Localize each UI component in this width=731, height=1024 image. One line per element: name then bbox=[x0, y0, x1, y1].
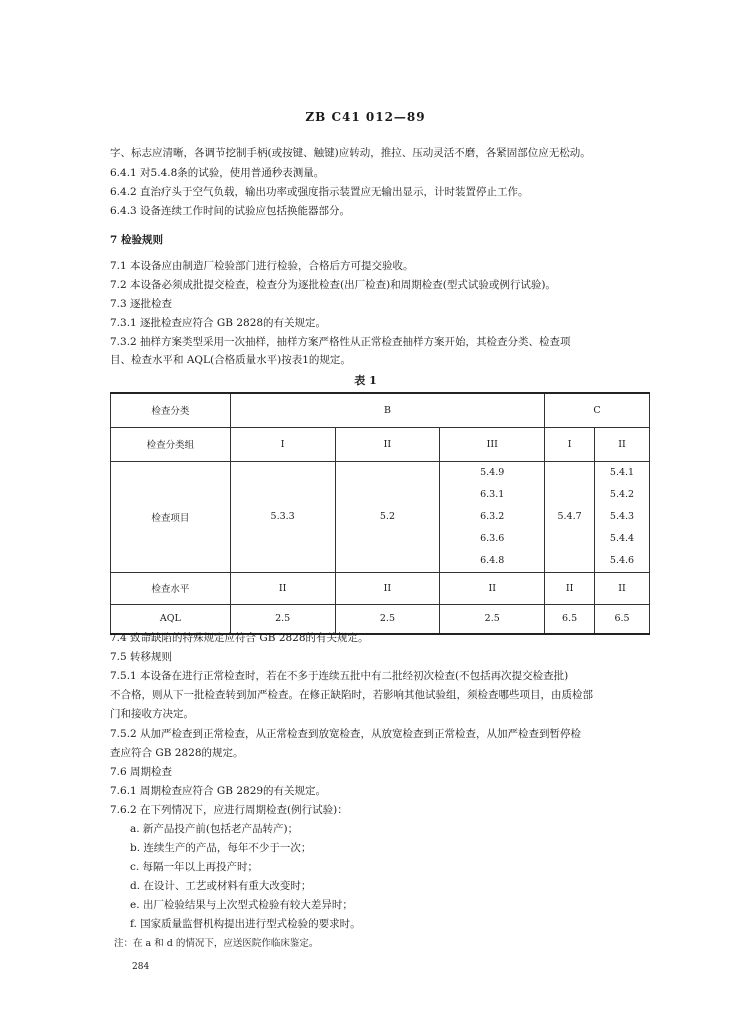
list-item-d: d. 在设计、工艺或材料有重大改变时； bbox=[130, 880, 312, 892]
paragraph-continuation: 字、标志应清晰，各调节挖制手柄(或按键、触键)应转动，推拉、压动灵活不磨，各紧固部位应无松动。 bbox=[110, 147, 591, 159]
item-value: 6.3.2 bbox=[480, 510, 505, 522]
table-row bbox=[111, 572, 650, 604]
level-cell: II bbox=[440, 572, 545, 604]
clause-7-3-2-cont: 目、检查水平和 AQL(合格质量水平)按表1的规定。 bbox=[110, 354, 351, 366]
aql-cell: 6.5 bbox=[545, 604, 595, 634]
item-value: 6.3.6 bbox=[480, 532, 505, 544]
clause-6-4-2: 6.4.2 直治疗头于空气负载，输出功率或强度指示装置应无输出显示，计时装置停止工作。 bbox=[110, 186, 529, 198]
clause-7-2: 7.2 本设备必须成批提交检查，检查分为逐批检查(出厂检查)和周期检查(型式试验或例行试验)。 bbox=[110, 279, 556, 291]
items-cell: 5.2 bbox=[335, 461, 440, 572]
item-value: 5.4.2 bbox=[609, 488, 635, 500]
item-value: 5.4.3 bbox=[609, 510, 635, 522]
items-cell: 5.4.7 bbox=[545, 461, 595, 572]
item-value: 6.3.1 bbox=[480, 488, 505, 500]
clause-7-5-2: 7.5.2 从加严检查到正常检查，从正常检查到放宽检查，从放宽检查到正常检查，从加严检查到暂停检 bbox=[110, 728, 582, 740]
clause-7-3: 7.3 逐批检查 bbox=[110, 298, 173, 310]
clause-7-5-1-cont: 不合格，则从下一批检查转到加严检查。在修正缺陷时，若影响其他试验组，须检查哪些项目，由质检部 bbox=[110, 689, 593, 701]
clause-7-3-2: 7.3.2 抽样方案类型采用一次抽样，抽样方案严格性从正常检查抽样方案开始，其检查分类、检查项 bbox=[110, 336, 571, 348]
table-row bbox=[111, 604, 650, 634]
aql-label: AQL bbox=[111, 604, 231, 634]
aql-cell: 2.5 bbox=[230, 604, 335, 634]
clause-7-6-1: 7.6.1 周期检查应符合 GB 2829的有关规定。 bbox=[110, 785, 327, 797]
list-item-a: a. 新产品投产前(包括老产品转产)； bbox=[130, 823, 299, 835]
clause-7-6-2: 7.6.2 在下列情况下，应进行周期检查(例行试验)： bbox=[110, 804, 348, 816]
level-cell: II bbox=[545, 572, 595, 604]
clause-7-5-1-cont2: 门和接收方决定。 bbox=[110, 708, 194, 720]
aql-cell: 6.5 bbox=[595, 604, 650, 634]
level-cell: II bbox=[595, 572, 650, 604]
clause-7-1: 7.1 本设备应由制造厂检验部门进行检验，合格后方可提交验收。 bbox=[110, 260, 414, 272]
clause-7-4: 7.4 致命缺陷的特殊规定应符合 GB 2828的有关规定。 bbox=[110, 632, 369, 644]
aql-cell: 2.5 bbox=[335, 604, 440, 634]
list-item-f: f. 国家质量监督机构提出进行型式检验的要求时。 bbox=[130, 918, 361, 930]
aql-cell: 2.5 bbox=[440, 604, 545, 634]
clause-7-6: 7.6 周期检查 bbox=[110, 766, 173, 778]
note: 注：在 a 和 d 的情况下，应送医院作临床鉴定。 bbox=[114, 938, 319, 949]
item-value: 5.4.1 bbox=[609, 466, 635, 478]
item-value: 5.4.4 bbox=[609, 532, 635, 544]
clause-7-5-1: 7.5.1 本设备在进行正常检查时，若在不多于连续五批中有二批经初次检查(不包括再次提交检查批) bbox=[110, 670, 569, 682]
group-cell: I bbox=[230, 427, 335, 461]
group-cell: I bbox=[545, 427, 595, 461]
clause-7-5-2-cont: 查应符合 GB 2828的规定。 bbox=[110, 747, 244, 759]
item-value: 5.4.6 bbox=[609, 554, 635, 566]
page-header: ZB C41 012—89 bbox=[305, 110, 426, 124]
group-label: 检查分类组 bbox=[111, 427, 231, 461]
clause-7-3-1: 7.3.1 逐批检查应符合 GB 2828的有关规定。 bbox=[110, 317, 327, 329]
item-value: 6.4.8 bbox=[480, 554, 505, 566]
items-cell-stack bbox=[595, 461, 650, 572]
inspection-table bbox=[110, 392, 650, 635]
page-number: 284 bbox=[132, 962, 150, 972]
table-row bbox=[111, 427, 650, 461]
table-title: 表 1 bbox=[354, 374, 377, 387]
items-cell: 5.3.3 bbox=[230, 461, 335, 572]
level-cell: II bbox=[335, 572, 440, 604]
clause-6-4-1: 6.4.1 对5.4.8条的试验，使用普通秒表测量。 bbox=[110, 167, 325, 179]
items-label: 检查项目 bbox=[111, 461, 231, 572]
level-cell: II bbox=[230, 572, 335, 604]
group-cell: II bbox=[335, 427, 440, 461]
clause-6-4-3: 6.4.3 设备连续工作时间的试验应包括换能器部分。 bbox=[110, 205, 351, 217]
header-cell-c: C bbox=[545, 393, 650, 427]
section-7-heading: 7 检验规则 bbox=[110, 234, 163, 246]
group-cell: III bbox=[440, 427, 545, 461]
list-item-e: e. 出厂检验结果与上次型式检验有较大差异时； bbox=[130, 899, 353, 911]
list-item-c: c. 每隔一年以上再投产时； bbox=[130, 861, 259, 873]
header-cell-b: B bbox=[230, 393, 544, 427]
level-label: 检查水平 bbox=[111, 572, 231, 604]
header-cell-category: 检查分类 bbox=[111, 393, 231, 427]
table-row bbox=[111, 461, 650, 572]
group-cell: II bbox=[595, 427, 650, 461]
list-item-b: b. 连续生产的产品，每年不少于一次； bbox=[130, 842, 312, 854]
table-row bbox=[111, 393, 650, 427]
clause-7-5: 7.5 转移规则 bbox=[110, 651, 173, 663]
item-value: 5.4.9 bbox=[480, 466, 505, 478]
items-cell-stack bbox=[440, 461, 545, 572]
